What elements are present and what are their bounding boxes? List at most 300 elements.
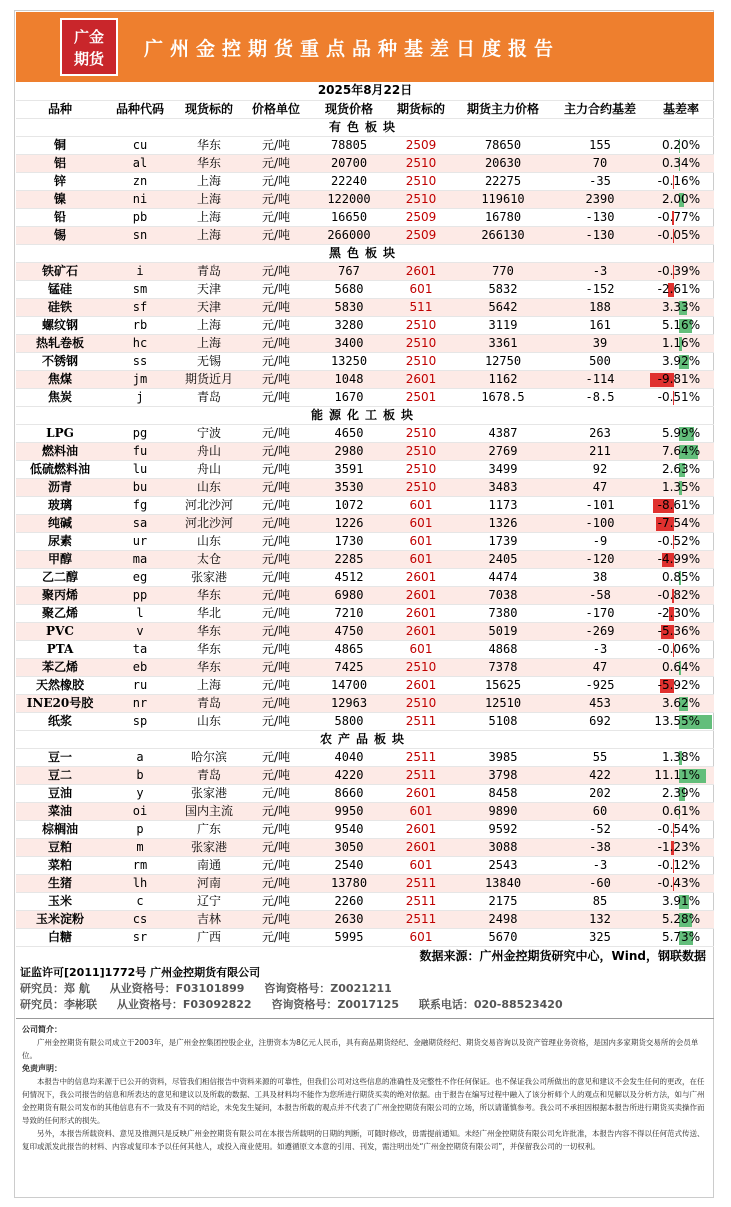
cell-code: rm bbox=[104, 856, 176, 874]
cell-basis-rate bbox=[648, 658, 714, 676]
cell-basis: -120 bbox=[552, 550, 648, 568]
cell-basis: -35 bbox=[552, 172, 648, 190]
cell-fut: 9890 bbox=[454, 802, 552, 820]
cell-spot: 767 bbox=[310, 262, 388, 280]
cell-code: sa bbox=[104, 514, 176, 532]
basis-rate-value: -0.12% bbox=[657, 857, 701, 872]
cell-unit: 元/吨 bbox=[242, 496, 310, 514]
table-body bbox=[16, 118, 714, 946]
cell-spot: 4865 bbox=[310, 640, 388, 658]
table-row bbox=[16, 658, 714, 676]
basis-rate-value: -0.51% bbox=[657, 389, 701, 404]
basis-rate-value: -9.81% bbox=[657, 371, 701, 386]
cell-code: pp bbox=[104, 586, 176, 604]
basis-rate-value: 2.63% bbox=[661, 461, 701, 476]
cell-spot-ref: 张家港 bbox=[176, 784, 242, 802]
cell-fut: 5670 bbox=[454, 928, 552, 946]
cell-basis: 60 bbox=[552, 802, 648, 820]
cell-unit: 元/吨 bbox=[242, 262, 310, 280]
cell-name: 白糖 bbox=[16, 928, 104, 946]
cell-spot-ref: 太仓 bbox=[176, 550, 242, 568]
cell-name: 菜油 bbox=[16, 802, 104, 820]
table-row bbox=[16, 226, 714, 244]
table-row bbox=[16, 514, 714, 532]
cell-basis-rate bbox=[648, 208, 714, 226]
cell-unit: 元/吨 bbox=[242, 442, 310, 460]
cell-spot-ref: 华东 bbox=[176, 154, 242, 172]
cell-fut: 3985 bbox=[454, 748, 552, 766]
cell-spot-ref: 国内主流 bbox=[176, 802, 242, 820]
cell-spot: 4512 bbox=[310, 568, 388, 586]
table-row bbox=[16, 694, 714, 712]
cell-unit: 元/吨 bbox=[242, 550, 310, 568]
cell-code: sm bbox=[104, 280, 176, 298]
cell-code: jm bbox=[104, 370, 176, 388]
cell-basis: 47 bbox=[552, 478, 648, 496]
cell-basis: -925 bbox=[552, 676, 648, 694]
cell-fut: 2498 bbox=[454, 910, 552, 928]
cell-basis: 39 bbox=[552, 334, 648, 352]
cell-month: 2510 bbox=[388, 658, 454, 676]
column-header: 期货标的 bbox=[388, 100, 454, 118]
cell-spot-ref: 山东 bbox=[176, 532, 242, 550]
cell-month: 2511 bbox=[388, 874, 454, 892]
cell-basis: 38 bbox=[552, 568, 648, 586]
table-row bbox=[16, 532, 714, 550]
cell-basis-rate bbox=[648, 856, 714, 874]
company-logo bbox=[60, 18, 118, 76]
cell-code: l bbox=[104, 604, 176, 622]
cell-fut: 4387 bbox=[454, 424, 552, 442]
consulting-no: 咨询资格号：Z0017125 bbox=[271, 998, 399, 1011]
cell-name: 天然橡胶 bbox=[16, 676, 104, 694]
cell-basis: -130 bbox=[552, 226, 648, 244]
cell-code: sr bbox=[104, 928, 176, 946]
cell-spot: 4750 bbox=[310, 622, 388, 640]
cell-name: 豆油 bbox=[16, 784, 104, 802]
cell-code: y bbox=[104, 784, 176, 802]
cell-code: eb bbox=[104, 658, 176, 676]
cell-spot-ref: 辽宁 bbox=[176, 892, 242, 910]
cell-code: eg bbox=[104, 568, 176, 586]
cell-month: 2601 bbox=[388, 604, 454, 622]
cell-code: b bbox=[104, 766, 176, 784]
company-heading: 公司简介： bbox=[22, 1025, 62, 1034]
cell-name: LPG bbox=[16, 424, 104, 442]
cell-unit: 元/吨 bbox=[242, 388, 310, 406]
cell-month: 2510 bbox=[388, 460, 454, 478]
consulting-no: 咨询资格号：Z0021211 bbox=[264, 982, 392, 995]
table-row bbox=[16, 838, 714, 856]
report-header bbox=[16, 12, 714, 82]
cell-spot: 5830 bbox=[310, 298, 388, 316]
cell-spot-ref: 华北 bbox=[176, 604, 242, 622]
cell-fut: 7038 bbox=[454, 586, 552, 604]
cell-month: 2511 bbox=[388, 892, 454, 910]
cell-fut: 2175 bbox=[454, 892, 552, 910]
cell-spot-ref: 青岛 bbox=[176, 694, 242, 712]
cell-basis-rate bbox=[648, 136, 714, 154]
cell-code: cu bbox=[104, 136, 176, 154]
cell-fut: 1678.5 bbox=[454, 388, 552, 406]
table-row bbox=[16, 442, 714, 460]
basis-rate-value: -2.61% bbox=[657, 281, 701, 296]
cell-name: 硅铁 bbox=[16, 298, 104, 316]
cell-basis-rate bbox=[648, 532, 714, 550]
basis-rate-value: 3.62% bbox=[661, 695, 701, 710]
table-row bbox=[16, 136, 714, 154]
logo-text-top: 广金 bbox=[73, 28, 104, 46]
cell-name: 锡 bbox=[16, 226, 104, 244]
cell-basis: 211 bbox=[552, 442, 648, 460]
basis-table bbox=[16, 82, 714, 947]
cell-code: zn bbox=[104, 172, 176, 190]
basis-rate-value: -0.39% bbox=[657, 263, 701, 278]
cell-fut: 119610 bbox=[454, 190, 552, 208]
cell-month: 2510 bbox=[388, 442, 454, 460]
cell-fut: 5832 bbox=[454, 280, 552, 298]
cell-basis-rate bbox=[648, 928, 714, 946]
cell-basis: -114 bbox=[552, 370, 648, 388]
basis-rate-value: -0.82% bbox=[657, 587, 701, 602]
qualification-no: 从业资格号：F03092822 bbox=[116, 998, 252, 1011]
cell-name: 螺纹钢 bbox=[16, 316, 104, 334]
cell-basis: 161 bbox=[552, 316, 648, 334]
cell-spot: 1048 bbox=[310, 370, 388, 388]
cell-name: 甲醇 bbox=[16, 550, 104, 568]
cell-spot: 13250 bbox=[310, 352, 388, 370]
cell-spot: 3280 bbox=[310, 316, 388, 334]
basis-rate-value: 3.92% bbox=[661, 353, 701, 368]
basis-rate-value: 2.39% bbox=[661, 785, 701, 800]
section-title: 能源化工板块 bbox=[16, 406, 714, 424]
cell-basis-rate bbox=[648, 604, 714, 622]
cell-fut: 7380 bbox=[454, 604, 552, 622]
cell-unit: 元/吨 bbox=[242, 352, 310, 370]
basis-rate-value: 0.64% bbox=[661, 659, 701, 674]
cell-spot: 9540 bbox=[310, 820, 388, 838]
cell-unit: 元/吨 bbox=[242, 172, 310, 190]
cell-spot: 4220 bbox=[310, 766, 388, 784]
basis-rate-value: -5.36% bbox=[657, 623, 701, 638]
cell-unit: 元/吨 bbox=[242, 586, 310, 604]
basis-rate-value: 2.00% bbox=[661, 191, 701, 206]
cell-spot: 14700 bbox=[310, 676, 388, 694]
cell-unit: 元/吨 bbox=[242, 316, 310, 334]
researcher-1 bbox=[16, 981, 714, 997]
cell-basis: -9 bbox=[552, 532, 648, 550]
cell-fut: 3499 bbox=[454, 460, 552, 478]
cell-month: 2601 bbox=[388, 784, 454, 802]
cell-basis-rate bbox=[648, 766, 714, 784]
cell-spot: 78805 bbox=[310, 136, 388, 154]
section-header bbox=[16, 118, 714, 136]
cell-name: 生猪 bbox=[16, 874, 104, 892]
basis-rate-value: 1.16% bbox=[661, 335, 701, 350]
cell-spot-ref: 上海 bbox=[176, 226, 242, 244]
cell-basis-rate bbox=[648, 442, 714, 460]
table-row bbox=[16, 676, 714, 694]
report-date: 2025年8月22日 bbox=[16, 82, 714, 100]
cell-spot: 2630 bbox=[310, 910, 388, 928]
section-title: 有色板块 bbox=[16, 118, 714, 136]
cell-spot-ref: 河南 bbox=[176, 874, 242, 892]
cell-month: 2511 bbox=[388, 712, 454, 730]
cell-basis: 85 bbox=[552, 892, 648, 910]
report-title: 广州金控期货重点品种基差日度报告 bbox=[144, 38, 561, 60]
table-row bbox=[16, 424, 714, 442]
cell-name: 锌 bbox=[16, 172, 104, 190]
cell-basis-rate bbox=[648, 172, 714, 190]
cell-spot-ref: 广东 bbox=[176, 820, 242, 838]
cell-fut: 12510 bbox=[454, 694, 552, 712]
cell-fut: 5108 bbox=[454, 712, 552, 730]
cell-spot: 3050 bbox=[310, 838, 388, 856]
cell-basis-rate bbox=[648, 676, 714, 694]
cell-spot: 9950 bbox=[310, 802, 388, 820]
cell-spot-ref: 南通 bbox=[176, 856, 242, 874]
table-row bbox=[16, 334, 714, 352]
cell-spot-ref: 舟山 bbox=[176, 442, 242, 460]
cell-spot: 7210 bbox=[310, 604, 388, 622]
basis-rate-value: 13.55% bbox=[654, 713, 701, 728]
table-row bbox=[16, 910, 714, 928]
cell-basis: 155 bbox=[552, 136, 648, 154]
cell-month: 2510 bbox=[388, 190, 454, 208]
cell-name: INE20号胶 bbox=[16, 694, 104, 712]
contact-phone: 联系电话：020-88523420 bbox=[418, 998, 563, 1011]
cell-basis-rate bbox=[648, 748, 714, 766]
cell-basis: -8.5 bbox=[552, 388, 648, 406]
cell-fut: 2769 bbox=[454, 442, 552, 460]
cell-basis: 692 bbox=[552, 712, 648, 730]
footer-info bbox=[16, 965, 714, 1013]
cell-name: 玉米淀粉 bbox=[16, 910, 104, 928]
basis-rate-value: -0.52% bbox=[657, 533, 701, 548]
table-row bbox=[16, 388, 714, 406]
column-header: 主力合约基差 bbox=[552, 100, 648, 118]
column-header: 基差率 bbox=[648, 100, 714, 118]
table-row bbox=[16, 892, 714, 910]
cell-basis-rate bbox=[648, 586, 714, 604]
cell-code: fu bbox=[104, 442, 176, 460]
cell-spot: 1226 bbox=[310, 514, 388, 532]
cell-spot: 122000 bbox=[310, 190, 388, 208]
cell-basis: -58 bbox=[552, 586, 648, 604]
cell-spot-ref: 青岛 bbox=[176, 262, 242, 280]
cell-name: 棕榈油 bbox=[16, 820, 104, 838]
cell-fut: 5019 bbox=[454, 622, 552, 640]
cell-month: 2601 bbox=[388, 676, 454, 694]
cell-spot: 2260 bbox=[310, 892, 388, 910]
cell-fut: 1162 bbox=[454, 370, 552, 388]
cell-spot: 12963 bbox=[310, 694, 388, 712]
cell-fut: 1739 bbox=[454, 532, 552, 550]
cell-month: 2601 bbox=[388, 820, 454, 838]
cell-unit: 元/吨 bbox=[242, 568, 310, 586]
cell-month: 601 bbox=[388, 802, 454, 820]
researcher-name: 研究员：郑 航 bbox=[20, 982, 90, 995]
basis-rate-value: -0.05% bbox=[657, 227, 701, 242]
cell-spot-ref: 天津 bbox=[176, 298, 242, 316]
table-row bbox=[16, 784, 714, 802]
cell-name: 铜 bbox=[16, 136, 104, 154]
basis-rate-value: 1.38% bbox=[661, 749, 701, 764]
cell-spot: 20700 bbox=[310, 154, 388, 172]
table-row bbox=[16, 820, 714, 838]
table-row bbox=[16, 208, 714, 226]
table-row bbox=[16, 712, 714, 730]
cell-spot: 22240 bbox=[310, 172, 388, 190]
basis-rate-value: -0.43% bbox=[657, 875, 701, 890]
column-header: 价格单位 bbox=[242, 100, 310, 118]
cell-month: 2511 bbox=[388, 748, 454, 766]
cell-name: 尿素 bbox=[16, 532, 104, 550]
table-row bbox=[16, 928, 714, 946]
cell-spot-ref: 广西 bbox=[176, 928, 242, 946]
cell-code: bu bbox=[104, 478, 176, 496]
cell-name: 菜粕 bbox=[16, 856, 104, 874]
cell-basis-rate bbox=[648, 496, 714, 514]
cell-code: ma bbox=[104, 550, 176, 568]
cell-spot-ref: 天津 bbox=[176, 280, 242, 298]
cell-unit: 元/吨 bbox=[242, 280, 310, 298]
cell-unit: 元/吨 bbox=[242, 784, 310, 802]
cell-basis: -38 bbox=[552, 838, 648, 856]
cell-name: 低硫燃料油 bbox=[16, 460, 104, 478]
section-header bbox=[16, 244, 714, 262]
column-header: 现货标的 bbox=[176, 100, 242, 118]
cell-code: a bbox=[104, 748, 176, 766]
column-header: 品种代码 bbox=[104, 100, 176, 118]
cell-basis: 188 bbox=[552, 298, 648, 316]
cell-unit: 元/吨 bbox=[242, 874, 310, 892]
cell-month: 2510 bbox=[388, 424, 454, 442]
cell-code: al bbox=[104, 154, 176, 172]
cell-name: 纯碱 bbox=[16, 514, 104, 532]
cell-code: rb bbox=[104, 316, 176, 334]
cell-basis: 453 bbox=[552, 694, 648, 712]
table-row bbox=[16, 262, 714, 280]
cell-code: nr bbox=[104, 694, 176, 712]
cell-basis: 202 bbox=[552, 784, 648, 802]
cell-basis-rate bbox=[648, 316, 714, 334]
cell-fut: 7378 bbox=[454, 658, 552, 676]
cell-code: ni bbox=[104, 190, 176, 208]
cell-month: 2509 bbox=[388, 136, 454, 154]
cell-basis-rate bbox=[648, 910, 714, 928]
basis-rate-value: 3.91% bbox=[661, 893, 701, 908]
cell-basis: 70 bbox=[552, 154, 648, 172]
table-row bbox=[16, 766, 714, 784]
cell-basis: -3 bbox=[552, 262, 648, 280]
cell-month: 2601 bbox=[388, 568, 454, 586]
cell-unit: 元/吨 bbox=[242, 658, 310, 676]
cell-fut: 15625 bbox=[454, 676, 552, 694]
cell-basis-rate bbox=[648, 298, 714, 316]
cell-code: ss bbox=[104, 352, 176, 370]
cell-fut: 78650 bbox=[454, 136, 552, 154]
cell-unit: 元/吨 bbox=[242, 514, 310, 532]
cell-basis-rate bbox=[648, 280, 714, 298]
cell-month: 2601 bbox=[388, 622, 454, 640]
cell-fut: 16780 bbox=[454, 208, 552, 226]
cell-spot: 3530 bbox=[310, 478, 388, 496]
cell-month: 2601 bbox=[388, 586, 454, 604]
cell-unit: 元/吨 bbox=[242, 910, 310, 928]
cell-month: 2510 bbox=[388, 154, 454, 172]
cell-basis: 500 bbox=[552, 352, 648, 370]
cell-spot: 5800 bbox=[310, 712, 388, 730]
cell-spot-ref: 上海 bbox=[176, 676, 242, 694]
cell-unit: 元/吨 bbox=[242, 532, 310, 550]
cell-unit: 元/吨 bbox=[242, 478, 310, 496]
company-text: 广州金控期货有限公司成立于2003年，是广州金控集团控股企业，注册资本为8亿元人民币，具有商品期货经纪、金融期货经纪、期货交易咨询以及资产管理业务资格，是国内多家期货交易所的会员单位。 bbox=[22, 1038, 699, 1060]
cell-spot: 5680 bbox=[310, 280, 388, 298]
cell-basis: 92 bbox=[552, 460, 648, 478]
cell-basis: -130 bbox=[552, 208, 648, 226]
cell-unit: 元/吨 bbox=[242, 676, 310, 694]
cell-basis-rate bbox=[648, 784, 714, 802]
cell-spot-ref: 河北沙河 bbox=[176, 496, 242, 514]
disclaimer-heading: 免责声明： bbox=[22, 1064, 62, 1073]
cell-month: 601 bbox=[388, 532, 454, 550]
cell-month: 2510 bbox=[388, 172, 454, 190]
cell-month: 2509 bbox=[388, 208, 454, 226]
cell-unit: 元/吨 bbox=[242, 136, 310, 154]
cell-code: ur bbox=[104, 532, 176, 550]
cell-name: 乙二醇 bbox=[16, 568, 104, 586]
cell-spot-ref: 张家港 bbox=[176, 568, 242, 586]
basis-rate-value: -0.16% bbox=[657, 173, 701, 188]
cell-fut: 5642 bbox=[454, 298, 552, 316]
disclaimer-text-1: 本报告中的信息均来源于已公开的资料，尽管我们相信报告中资料来源的可靠性，但我们公司对这些信息的准确性及完整性不作任何保证。也不保证我公司所做出的意见和建议不会发生任何的更改，在任何情况下，我公司报告的信息和所表达的意见和建议以及所载的数据、工具及材料均不能作为您所进行期货买卖的绝对依据。由于报告在编写过程中融入了该分析师个人的观点和见解以及分析方法，如与广州金控期货有限公司发布的其他信息有不一致及有不同的结论，未免发生疑问，本报告所载的观点并不代表了广州金控期货有限公司的立场，所以请谨慎参考。我公司不承担因根据本报告所进行期货买卖操作而导致的任何形式的损失。 bbox=[22, 1077, 705, 1125]
cell-fut: 1173 bbox=[454, 496, 552, 514]
notes-section bbox=[16, 1018, 714, 1157]
cell-code: i bbox=[104, 262, 176, 280]
cell-unit: 元/吨 bbox=[242, 712, 310, 730]
table-row bbox=[16, 622, 714, 640]
cell-spot-ref: 宁波 bbox=[176, 424, 242, 442]
cell-basis: 325 bbox=[552, 928, 648, 946]
table-row bbox=[16, 496, 714, 514]
cell-spot-ref: 期货近月 bbox=[176, 370, 242, 388]
cell-month: 2509 bbox=[388, 226, 454, 244]
cell-spot: 2980 bbox=[310, 442, 388, 460]
cell-unit: 元/吨 bbox=[242, 226, 310, 244]
cell-basis-rate bbox=[648, 154, 714, 172]
basis-rate-value: 11.11% bbox=[654, 767, 701, 782]
table-row bbox=[16, 478, 714, 496]
cell-fut: 266130 bbox=[454, 226, 552, 244]
cell-basis: 263 bbox=[552, 424, 648, 442]
table-row bbox=[16, 568, 714, 586]
cell-basis-rate bbox=[648, 820, 714, 838]
cell-month: 2510 bbox=[388, 316, 454, 334]
cell-unit: 元/吨 bbox=[242, 298, 310, 316]
cell-basis-rate bbox=[648, 388, 714, 406]
basis-rate-value: 5.73% bbox=[661, 929, 701, 944]
cell-unit: 元/吨 bbox=[242, 838, 310, 856]
cell-spot-ref: 华东 bbox=[176, 640, 242, 658]
cell-code: lu bbox=[104, 460, 176, 478]
table-row bbox=[16, 316, 714, 334]
cell-spot-ref: 上海 bbox=[176, 190, 242, 208]
cell-fut: 2405 bbox=[454, 550, 552, 568]
cell-spot: 6980 bbox=[310, 586, 388, 604]
researcher-2 bbox=[16, 997, 714, 1013]
cell-basis: 132 bbox=[552, 910, 648, 928]
